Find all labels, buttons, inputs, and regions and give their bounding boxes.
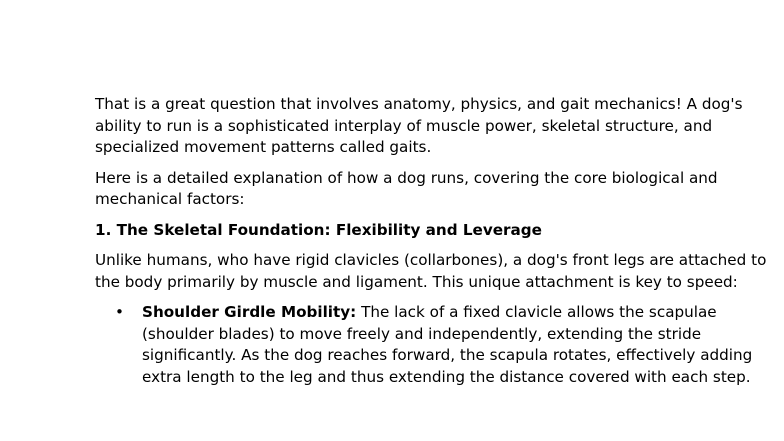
section-paragraph: Unlike humans, who have rigid clavicles (collarbones), a dog's front legs are attached to the body primarily by muscle and ligament. This unique attachment is key to speed: (95, 251, 767, 291)
bullet-text: The lack of a fixed clavicle allows the scapulae (shoulder blades) to move freely and independently, extending the stride significantly. As the dog reaches forward, the scapula rotates, effectively adding extra length to the leg and thus extending the distance covered with each step. (142, 303, 753, 386)
section-heading: 1. The Skeletal Foundation: Flexibility and Leverage (95, 220, 542, 239)
bullet-term: Shoulder Girdle Mobility: (142, 303, 357, 321)
intro-paragraph: That is a great question that involves anatomy, physics, and gait mechanics! A dog's ability to run is a sophisticated interplay of muscle power, skeletal structure, and specialized movement patterns called gaits. (95, 95, 743, 156)
document-body (95, 94, 775, 388)
list-item (95, 302, 775, 388)
bullet-list (95, 302, 775, 388)
explanation-paragraph: Here is a detailed explanation of how a dog runs, covering the core biological and mechanical factors: (95, 168, 718, 208)
bullet-marker: • (115, 303, 124, 321)
